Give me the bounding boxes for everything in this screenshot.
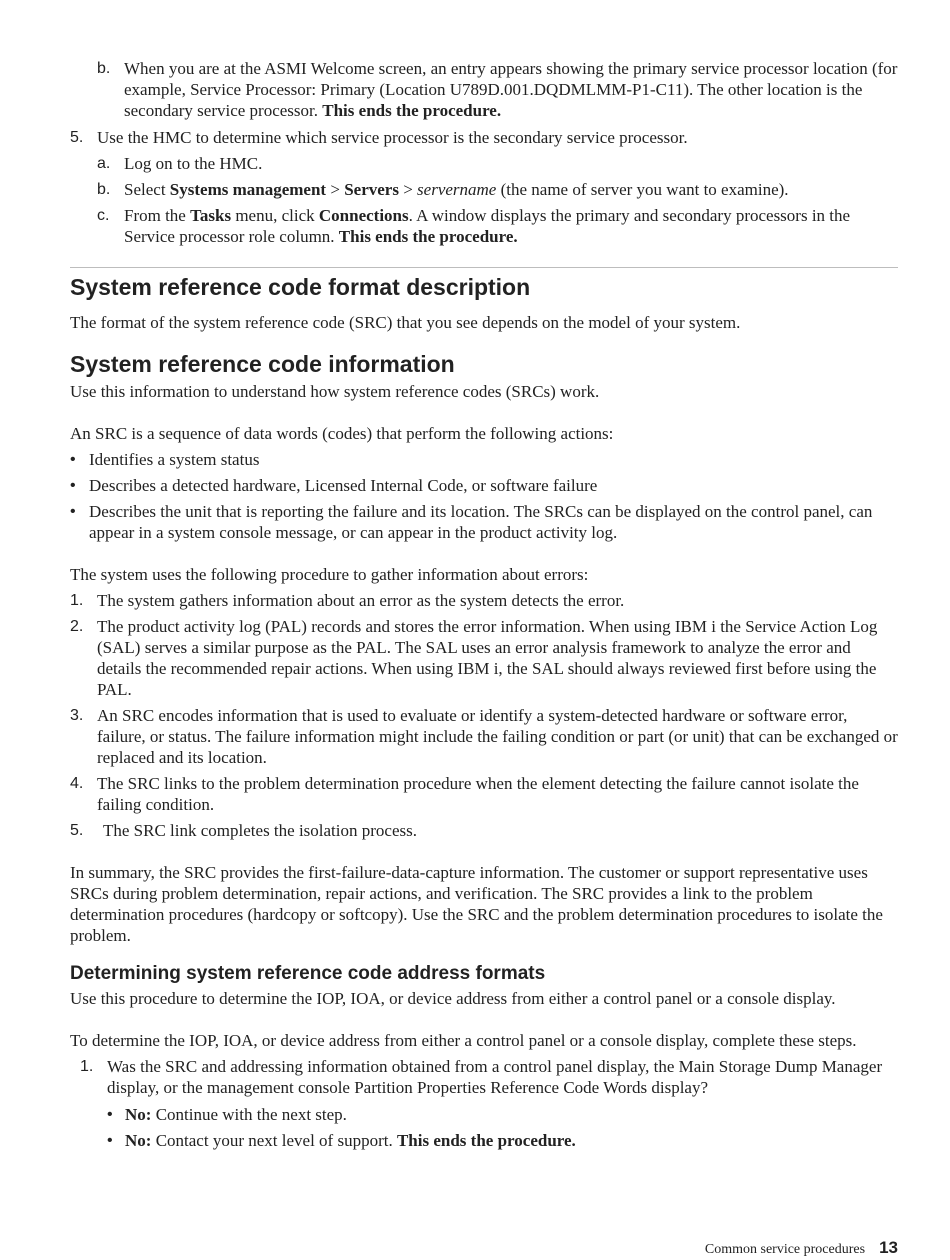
answer-item: • No: Contact your next level of support. This ends the procedure. [107, 1131, 576, 1150]
list-item: 5. The SRC link completes the isolation process. [70, 821, 417, 840]
servername-variable: servername [417, 180, 497, 199]
address-step-1: 1. Was the SRC and addressing information obtained from a control panel display, the Main Storage Dump Manager display, or the management console Partition Properties Reference Code Words display? [80, 1057, 883, 1097]
tasks-menu-label: Tasks [190, 206, 232, 225]
page-footer [705, 1238, 898, 1258]
document-page [70, 58, 898, 1151]
list-item: 3. An SRC encodes information that is used to evaluate or identify a system-detected hardware or software error, failure, or status. The failure information might include the failing condition or part (or unit) that can be exchanged or replaced and its location. [70, 706, 898, 767]
section-title-address-formats: Determining system reference code address formats [70, 963, 546, 984]
bullet-icon: • [70, 503, 76, 520]
section-3-intro: Use this procedure to determine the IOP, IOA, or device address from either a control panel or a console display. [70, 989, 836, 1008]
list-item: 4. The SRC links to the problem determination procedure when the element detecting the failure cannot isolate the failing condition. [70, 774, 859, 814]
section-2-lead-2: The system uses the following procedure to gather information about errors: [70, 565, 589, 584]
connections-label: Connections [318, 206, 409, 225]
step-4b-text: When you are at the ASMI Welcome screen, an entry appears showing the primary service processor location (for example, Service Processor: Primary (Location U789D.001.DQDMLMM-P1-C11). The other location is the secondary service processor. [124, 59, 898, 120]
bullet-icon: • [70, 477, 76, 494]
bullet-icon: • [107, 1106, 113, 1123]
section-2-summary: In summary, the SRC provides the first-failure-data-capture information. The customer or support representative uses SRCs during problem determination, repair actions, and verification. The SRC provides a link to the problem determination procedures (hardcopy or softcopy). Use the SRC and the problem determination procedures to isolate the problem. [70, 863, 883, 945]
actions-bullet-list [70, 449, 898, 543]
step-5c: c. From the Tasks menu, click Connections. A window displays the primary and secondary processors in the Service processor role column. This ends the procedure. [97, 206, 851, 246]
section-divider [70, 267, 898, 268]
step-marker: b. [97, 181, 111, 198]
step-marker: b. [97, 60, 111, 77]
procedure-end-note: This ends the procedure. [396, 1131, 576, 1150]
section-title-src-information: System reference code information [70, 351, 455, 377]
menu-path-systems-management: Systems management [169, 180, 327, 199]
list-item: 1. The system gathers information about an error as the system detects the error. [70, 591, 625, 610]
error-procedure-list [70, 590, 898, 841]
step-5b: b. Select Systems management > Servers > servername (the name of server you want to examine). [97, 180, 789, 199]
bullet-icon: • [107, 1132, 113, 1149]
bullet-icon: • [70, 451, 76, 468]
section-2-intro: Use this information to understand how system reference codes (SRCs) work. [70, 382, 600, 401]
section-1-text: The format of the system reference code (SRC) that you see depends on the model of your system. [70, 313, 741, 332]
procedure-end-note: This ends the procedure. [322, 101, 502, 120]
page-number: 13 [879, 1238, 898, 1257]
answer-item: • No: Continue with the next step. [107, 1105, 347, 1124]
procedure-end-note: This ends the procedure. [338, 227, 518, 246]
section-2-lead: An SRC is a sequence of data words (codes) that perform the following actions: [70, 424, 614, 443]
section-3-lead: To determine the IOP, IOA, or device address from either a control panel or a console display, complete these steps. [70, 1031, 857, 1050]
list-item: 2. The product activity log (PAL) records and stores the error information. When using IBM i the Service Action Log (SAL) serves a similar purpose as the PAL. The SAL uses an error analysis framework to analyze the error and details the recommended repair actions. When using IBM i, the SAL should always reviewed first before using the PAL. [70, 617, 878, 699]
step-5a-text: Log on to the HMC. [124, 154, 263, 173]
step-4b [70, 58, 898, 121]
step-5 [70, 127, 898, 148]
step-marker: a. [97, 155, 111, 172]
list-item: • Describes a detected hardware, Licensed Internal Code, or software failure [70, 476, 598, 495]
list-item: • Describes the unit that is reporting the failure and its location. The SRCs can be displayed on the control panel, can appear in a system console message, or can appear in the product activity log. [70, 502, 873, 542]
step-marker: 5. [70, 129, 84, 146]
step-marker: c. [97, 207, 110, 224]
menu-path-servers: Servers [344, 180, 399, 199]
list-item: • Identifies a system status [70, 450, 260, 469]
step-5-text: Use the HMC to determine which service processor is the secondary service processor. [97, 128, 688, 147]
footer-section-name: Common service procedures [704, 1242, 866, 1257]
answer-label: No: [125, 1105, 152, 1124]
step-5a [70, 153, 898, 174]
section-title-format-description: System reference code format description [70, 274, 531, 300]
answer-label: No: [125, 1131, 152, 1150]
